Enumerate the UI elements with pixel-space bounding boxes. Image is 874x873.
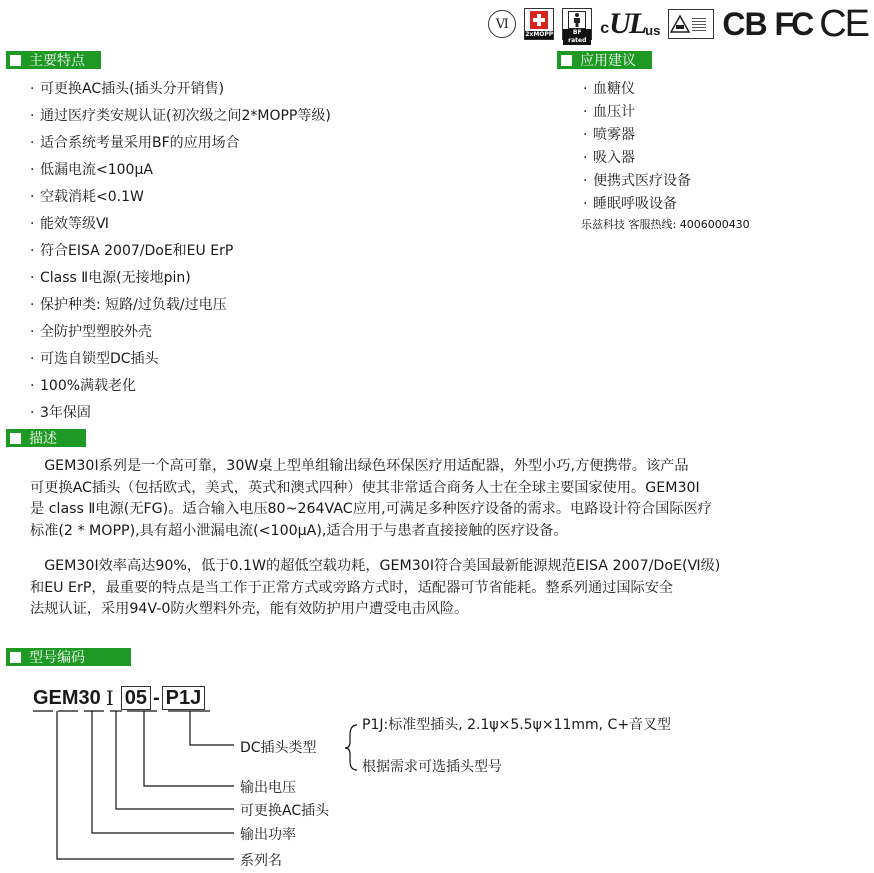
label-dc-plug-type: DC插头类型 bbox=[240, 740, 317, 756]
list-item-text: 3年保固 bbox=[40, 405, 91, 421]
model-voltage: 05 bbox=[121, 686, 151, 710]
efficiency-level-vi-icon: Ⅵ bbox=[488, 10, 516, 38]
bullet-dot-icon: · bbox=[30, 243, 35, 259]
bullet-dot-icon: · bbox=[30, 378, 35, 394]
bullet-dot-icon: · bbox=[30, 324, 35, 340]
model-dash: - bbox=[152, 686, 160, 709]
model-plug: P1J bbox=[162, 686, 206, 710]
list-item-text: 通过医疗类安规认证(初次级之间2*MOPP等级) bbox=[40, 108, 331, 124]
bullet-dot-icon: · bbox=[30, 405, 35, 421]
ce-mark: CE bbox=[819, 2, 868, 45]
label-output-power: 输出功率 bbox=[240, 827, 296, 843]
bullet-dot-icon: · bbox=[30, 189, 35, 205]
customer-hotline: 乐兹科技 客服热线: 4006000430 bbox=[581, 218, 750, 231]
list-item-text: 保护种类: 短路/过负载/过电压 bbox=[40, 297, 227, 313]
list-item-text: 空载消耗<0.1W bbox=[40, 189, 144, 205]
list-item-text: 适合系统考量采用BF的应用场合 bbox=[40, 135, 240, 151]
bullet-dot-icon: · bbox=[30, 108, 35, 124]
bullet-dot-icon: · bbox=[30, 270, 35, 286]
bullet-dot-icon: · bbox=[30, 216, 35, 232]
bullet-dot-icon: · bbox=[583, 104, 588, 120]
list-item-text: 可更换AC插头(插头分开销售) bbox=[40, 81, 225, 97]
bullet-dot-icon: · bbox=[583, 127, 588, 143]
list-item-text: 低漏电流<100μA bbox=[40, 162, 153, 178]
ul-mark-icon: c UL us bbox=[600, 7, 661, 40]
list-item-text: 便携式医疗设备 bbox=[593, 173, 691, 189]
model-code-header: 型号编码 bbox=[6, 648, 131, 666]
bullet-dot-icon: · bbox=[30, 162, 35, 178]
bullet-dot-icon: · bbox=[30, 81, 35, 97]
bullet-dot-icon: · bbox=[583, 196, 588, 212]
plug-note-optional: 根据需求可选插头型号 bbox=[362, 759, 502, 775]
plug-note-standard: P1J:标准型插头, 2.1ψ×5.5ψ×11mm, C+音叉型 bbox=[362, 717, 672, 733]
list-item-text: 100%满载老化 bbox=[40, 378, 137, 394]
bullet-dot-icon: · bbox=[583, 150, 588, 166]
bullet-dot-icon: · bbox=[30, 351, 35, 367]
model-type: I bbox=[105, 686, 114, 710]
fcc-mark: FC bbox=[774, 5, 812, 42]
bf-caption: BF rated bbox=[563, 29, 591, 45]
list-item-text: 血糖仪 bbox=[593, 81, 635, 97]
features-header: 主要特点 bbox=[6, 51, 101, 69]
list-item-text: 喷雾器 bbox=[593, 127, 635, 143]
list-item-text: 血压计 bbox=[593, 104, 635, 120]
cb-mark: CB bbox=[722, 5, 767, 42]
description-header: 描述 bbox=[6, 429, 86, 447]
label-output-voltage: 输出电压 bbox=[240, 780, 296, 796]
applications-header: 应用建议 bbox=[557, 51, 652, 69]
label-series-name: 系列名 bbox=[240, 853, 282, 869]
mopp-caption: 2xMOPP bbox=[525, 31, 554, 38]
label-ac-plug: 可更换AC插头 bbox=[240, 803, 330, 819]
bullet-dot-icon: · bbox=[583, 81, 588, 97]
list-item-text: 符合EISA 2007/DoE和EU ErP bbox=[40, 243, 234, 259]
list-item-text: 能效等级Ⅵ bbox=[40, 216, 109, 232]
description-paragraph-1: GEM30I系列是一个高可靠，30W桌上型单组输出绿色环保医疗用适配器，外型小巧,方便携带。该产品 可更换AC插头（包括欧式，美式，英式和澳式四种）使其非常适合商务人士在全球主要国家使用。GEM30I 是 class Ⅱ电源(无FG)。适合输入电压80~264VAC应用,可满足多种医疗设备的需求。电路设计符合国际医疗 标准(2 * MOPP),具有超小泄漏电流(<100μA),适合用于与患者直接接触的医疗设备。 bbox=[30, 458, 712, 539]
ul-logo-icon: UL bbox=[609, 7, 646, 40]
description-paragraph-2: GEM30I效率高达90%，低于0.1W的超低空载功耗，GEM30I符合美国最新能源规范EISA 2007/DoE(Ⅵ级) 和EU ErP，最重要的特点是当工作于正常方式或旁路方式时，适配器可节省能耗。整系列通过国际安全 法规认证，采用94V-0防火塑料外壳，能有效防护用户遭受电击风险。 bbox=[30, 558, 721, 617]
model-series: GEM30 bbox=[33, 686, 101, 709]
bullet-dot-icon: · bbox=[583, 173, 588, 189]
list-item-text: 全防护型塑胶外壳 bbox=[40, 324, 152, 340]
list-item-text: Class Ⅱ电源(无接地pin) bbox=[40, 270, 191, 286]
list-item-text: 睡眠呼吸设备 bbox=[593, 196, 677, 212]
bullet-dot-icon: · bbox=[30, 297, 35, 313]
list-item-text: 可选自锁型DC插头 bbox=[40, 351, 159, 367]
list-item-text: 吸入器 bbox=[593, 150, 635, 166]
bullet-dot-icon: · bbox=[30, 135, 35, 151]
